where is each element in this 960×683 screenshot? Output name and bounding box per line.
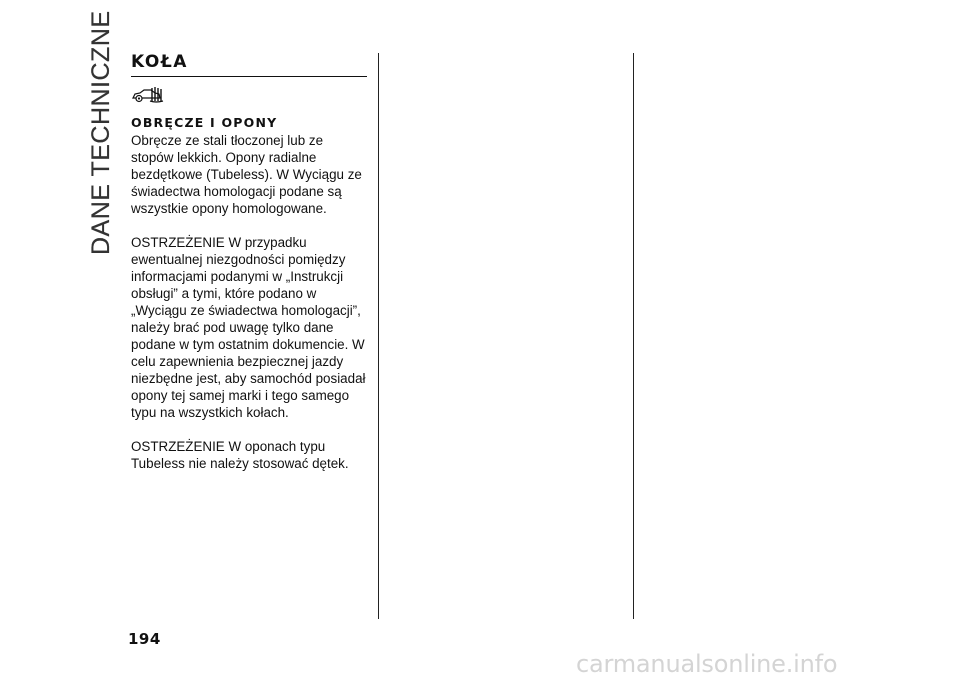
side-tab xyxy=(84,10,118,255)
paragraph-rims: Obręcze ze stali tłoczonej lub ze stopów lekkich. Opony radialne bezdętkowe (Tubeless). W Wyciągu ze świadectwa homologacji podane są wszystkie opony homologowane. xyxy=(131,133,362,216)
subsection-title: OBRĘCZE I OPONY xyxy=(131,115,278,130)
paragraph-warning-tubeless: OSTRZEŻENIE W oponach typu Tubeless nie należy stosować dętek. xyxy=(131,439,349,471)
paragraph-warning-homologation: OSTRZEŻENIE W przypadku ewentualnej niezgodności pomiędzy informacjami podanymi w „Instrukcji obsługi” a tymi, które podano w „Wyciągu ze świadectwa homologacji”, należy brać pod uwagę tylko dane podane w tym ostatnim dokumencie. W celu zapewnienia bezpiecznej jazdy niezbędne jest, aby samochód posiadał opony tej samej marki i tego samego typu na wszystkich kołach. xyxy=(131,235,366,420)
watermark: carmanualsonline.info xyxy=(576,650,838,678)
column-divider xyxy=(633,53,634,619)
column-divider xyxy=(378,53,379,619)
chapter-label: DANE TECHNICZNE xyxy=(87,10,115,255)
section-title: KOŁA xyxy=(131,52,188,72)
content-column xyxy=(131,52,367,472)
car-wheel-icon xyxy=(131,85,167,103)
icon-row xyxy=(131,85,367,103)
title-divider xyxy=(131,76,367,77)
page-number: 194 xyxy=(128,630,161,648)
